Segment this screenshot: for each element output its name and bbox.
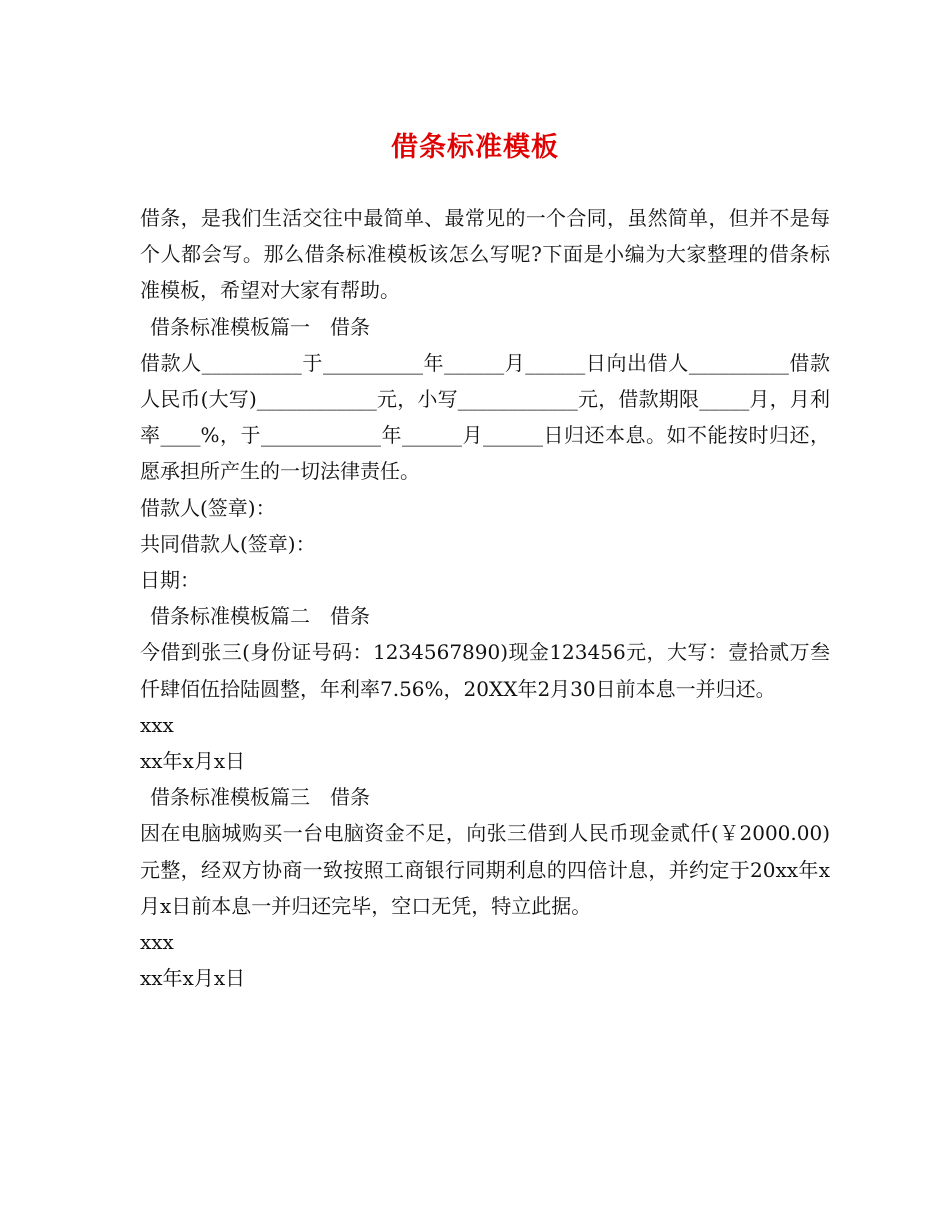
intro-paragraph: 借条，是我们生活交往中最简单、最常见的一个合同，虽然简单，但并不是每个人都会写。那么借条标准模板该怎么写呢?下面是小编为大家整理的借条标准模板，希望对大家有帮助。: [140, 206, 830, 303]
co-borrower-signature-line: 共同借款人(签章)：: [140, 531, 316, 556]
template-1-body: 借款人__________于__________年______月______日向出借人__________借款人民币(大写)____________元，小写____________元，借款期限_____月，月利率____%，于____________年______月______日归还本息。如不能按时归还，愿承担所产生的一切法律责任。: [140, 350, 830, 484]
template-3-date: xx年x月x日: [140, 966, 246, 991]
borrower-signature-line: 借款人(签章)：: [140, 495, 276, 520]
section-heading-3: 借条标准模板篇三 借条: [150, 785, 370, 810]
document-title: 借条标准模板: [391, 132, 559, 163]
section-heading-1: 借条标准模板篇一 借条: [150, 314, 370, 339]
date-line: 日期：: [140, 568, 200, 593]
template-2-date: xx年x月x日: [140, 749, 246, 774]
section-heading-2: 借条标准模板篇二 借条: [150, 604, 370, 629]
document-body: [140, 200, 830, 996]
template-2-body: 今借到张三(身份证号码：1234567890)现金123456元，大写：壹拾贰万叁仟肆佰伍拾陆圆整，年利率7.56%，20XX年2月30日前本息一并归还。: [140, 640, 830, 701]
template-2-signature: xxx: [140, 712, 174, 737]
template-3-signature: xxx: [140, 930, 174, 955]
template-3-body: 因在电脑城购买一台电脑资金不足，向张三借到人民币现金贰仟(￥2000.00)元整，经双方协商一致按照工商银行同期利息的四倍计息，并约定于20xx年x月x日前本息一并归还完毕，空口无凭，特立此据。: [140, 821, 830, 918]
